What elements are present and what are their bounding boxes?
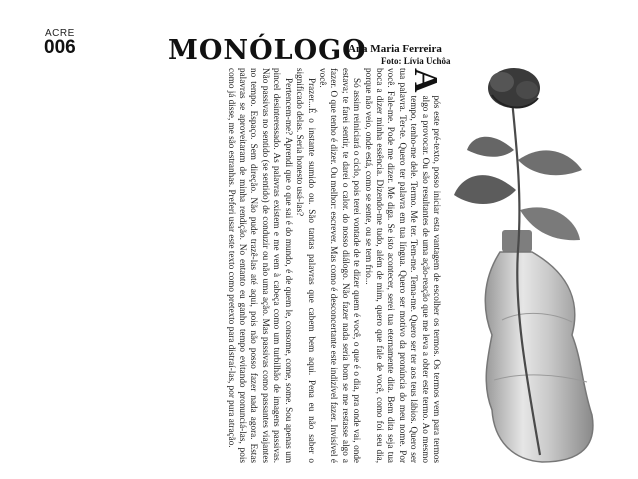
leaf <box>454 175 516 204</box>
paragraph <box>362 68 442 463</box>
section-label: ACRE <box>45 28 75 39</box>
paragraph: Só assim reiniciará o ciclo, pois terei vontade de te dizer quem é você, o que é o dia, pra onde vai, onde estava; te farei sentir, te darei o calor. do nosso diálogo. Não fazer nada seria bom se me restasse algo a fazer. O que tenho é dizer. Ou melhor: escrever. Mas como é desconcertante este indizível fazer. Invisível é você. <box>317 68 363 463</box>
article-title: MONÓLOGO <box>168 35 367 66</box>
photo-credit: Foto: Lívia Uchôa <box>381 56 451 66</box>
drop-cap: A <box>407 68 444 93</box>
dried-rose <box>488 68 540 108</box>
leaf <box>518 150 582 175</box>
paragraph-text: pós este pré-texto, posso iniciar esta vantagem de escolher os termos. Os termos vem para termos algo a provocar. Ou são resultantes de uma ação-reação que me leva a obter este termo. Ao mesmo tempo, tenho-me dele. Termo. Me ter. Tem-me. Tema-me. Quero ser ter aos teus lábios. Quero ser tua palavra. Ter-te. Quero ter palavra em tua língua. Quero ser motivo da pronúncia do meu nome. Por você. Fale-me. Pode me dizer. Me diga. Se isto acontecer, serei tua eternamente dita. Bem dita seja tua boca a dizer minha essência. Dizendo-me tudo, além de mim, quero que fale de você, como foi seu dia, porque não veio, onde está, como se sente, ou se tem frio... <box>363 68 442 463</box>
page-number: 006 <box>44 37 76 58</box>
article-text <box>225 68 442 463</box>
article-body <box>47 68 444 463</box>
flower-bottle-photo <box>432 60 632 470</box>
author-name: Ana Maria Ferreira <box>348 43 442 55</box>
paragraph: Pertencem-me? Aprendi que o que sai é do mundo, é de quem le, consome, come, some. Sou apenas um pincel desinteressado. As palavras existem e me vem à cabeça como um turbilhão de imagens passivas. Não passivas no sentido (se sentido) de conduzir ou não uma ação. Mas passivas como passantes viajantes no tempo. Espaço. Sem direção. Não pude trazê-las até aqui, pois não posso fazer nada agora. Estas palavras se aproveitaram de minha rendição. No entanto eu ganho tempo evitando pronunciá-las, pois como já disse, me são estranhas. Preferi usar este texto como pretexto para distraí-las, por pura atração. <box>226 68 294 463</box>
paragraph: Prazer...É o instante sumido ou. São tantas palavras que cabem bem aqui. Pena eu não saber o significado delas. Seria honesto usá-las? <box>295 68 317 463</box>
leaf <box>467 137 514 157</box>
bottle-shape <box>485 230 593 462</box>
